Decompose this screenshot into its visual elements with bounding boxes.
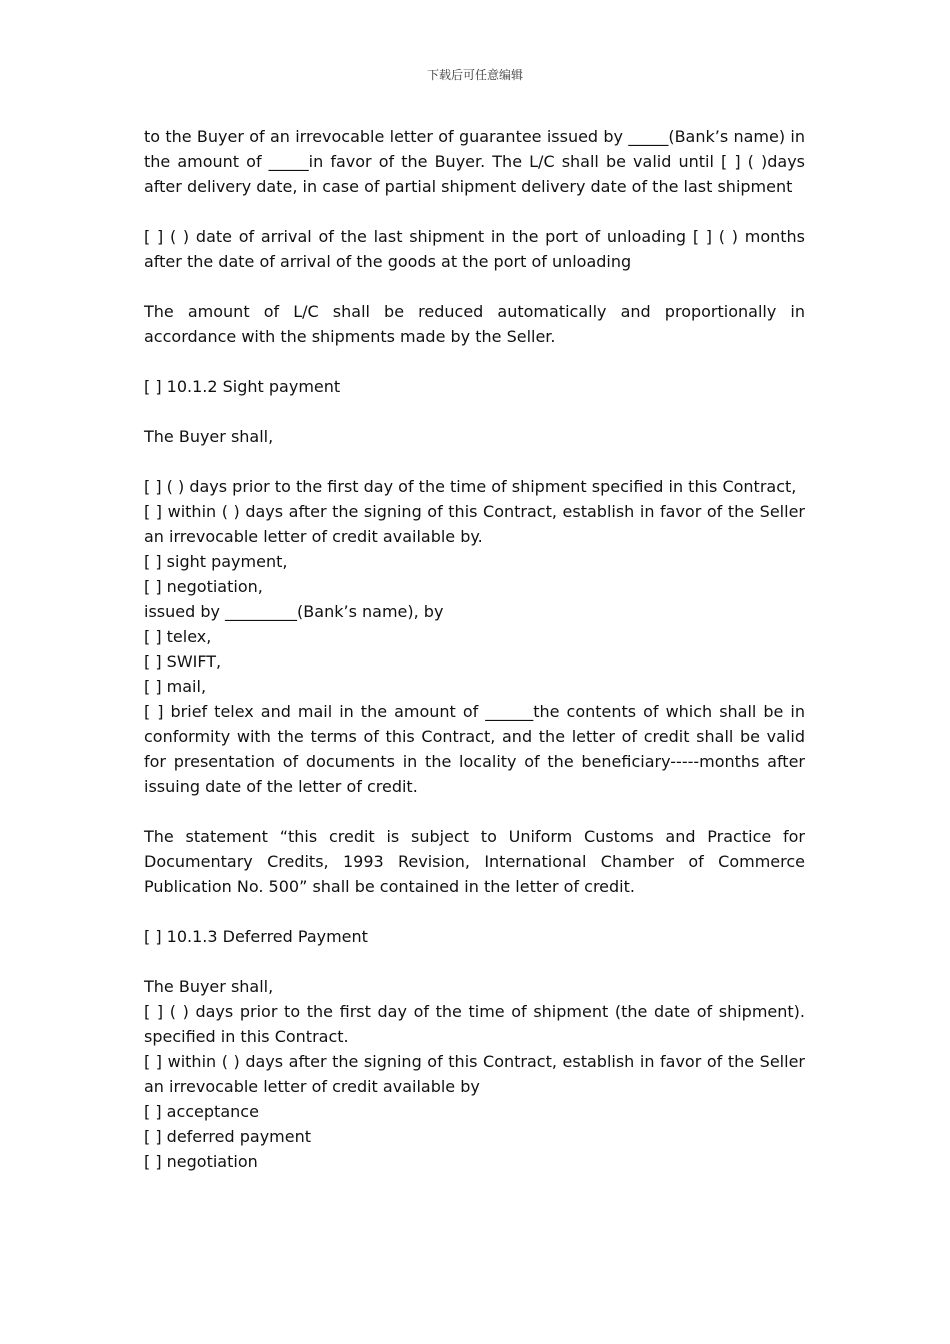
paragraph-buyer-shall-deferred: The Buyer shall, (144, 977, 274, 996)
blank-line (144, 949, 805, 974)
document-body (144, 124, 805, 1174)
blank-line (144, 199, 805, 224)
blank-line (144, 449, 805, 474)
blank-line (144, 349, 805, 374)
option-negotiation-deferred: [ ] negotiation (144, 1152, 258, 1171)
option-acceptance: [ ] acceptance (144, 1102, 259, 1121)
paragraph-arrival-date: [ ] ( ) date of arrival of the last shipment in the port of unloading [ ] ( ) months after the date of arrival of the goods at the port of unloading (144, 227, 805, 271)
blank-line (144, 799, 805, 824)
option-within-days: [ ] within ( ) days after the signing of this Contract, establish in favor of the Seller an irrevocable letter of credit available by. (144, 502, 805, 546)
option-days-prior: [ ] ( ) days prior to the first day of the time of shipment specified in this Contract, (144, 477, 797, 496)
option-telex: [ ] telex, (144, 627, 212, 646)
blank-line (144, 274, 805, 299)
option-days-prior-deferred: [ ] ( ) days prior to the first day of the time of shipment (the date of shipment). specified in this Contract. (144, 1002, 805, 1046)
line-issued-by: issued by _________(Bank’s name), by (144, 602, 444, 621)
option-brief-telex: [ ] brief telex and mail in the amount of ______the contents of which shall be in conformity with the terms of this Contract, and the letter of credit shall be valid for presentation of documents in the locality of the beneficiary-----months after issuing date of the letter of credit. (144, 702, 805, 796)
paragraph-guarantee: to the Buyer of an irrevocable letter of guarantee issued by _____(Bank’s name) in the amount of _____in favor of the Buyer. The L/C shall be valid until [ ] ( )days after delivery date, in case of partial shipment delivery date of the last shipment (144, 127, 805, 196)
paragraph-ucp-statement: The statement “this credit is subject to Uniform Customs and Practice for Documentary Credits, 1993 Revision, International Chamber of Commerce Publication No. 500” shall be contained in the letter of credit. (144, 827, 805, 896)
option-mail: [ ] mail, (144, 677, 207, 696)
page-header: 下载后可任意编辑 (426, 68, 523, 82)
option-swift: [ ] SWIFT, (144, 652, 222, 671)
paragraph-lc-reduction: The amount of L/C shall be reduced automatically and proportionally in accordance with the shipments made by the Seller. (144, 302, 805, 346)
option-negotiation: [ ] negotiation, (144, 577, 263, 596)
blank-line (144, 399, 805, 424)
section-heading-deferred-payment: [ ] 10.1.3 Deferred Payment (144, 927, 368, 946)
paragraph-buyer-shall: The Buyer shall, (144, 427, 274, 446)
option-sight-payment: [ ] sight payment, (144, 552, 288, 571)
option-within-days-deferred: [ ] within ( ) days after the signing of this Contract, establish in favor of the Seller an irrevocable letter of credit available by (144, 1052, 805, 1096)
blank-line (144, 899, 805, 924)
section-heading-sight-payment: [ ] 10.1.2 Sight payment (144, 377, 341, 396)
option-deferred-payment: [ ] deferred payment (144, 1127, 312, 1146)
